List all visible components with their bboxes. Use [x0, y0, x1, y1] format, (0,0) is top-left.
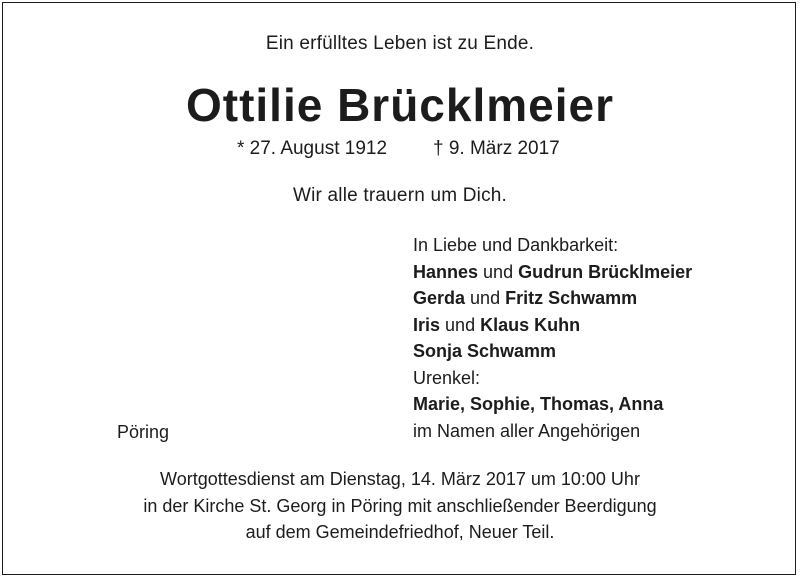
mourner-couple	[413, 312, 692, 339]
service-line: in der Kirche St. Georg in Pöring mit anschließender Beerdigung	[143, 495, 657, 516]
mourner-first-name: Gerda	[413, 288, 466, 308]
mourning-line: Wir alle trauern um Dich.	[292, 185, 508, 206]
service-line: auf dem Gemeindefriedhof, Neuer Teil.	[245, 522, 555, 542]
grandchildren-names-line	[413, 391, 692, 418]
mourner-first-name: Iris	[413, 314, 441, 335]
death-date: † 9. März 2017	[433, 138, 560, 159]
mourner-second-name: Klaus Kuhn	[480, 314, 581, 335]
service-info	[0, 466, 800, 546]
mourner-second-name: Gudrun Brücklmeier	[518, 261, 693, 282]
deceased-name: Ottilie Brücklmeier	[185, 79, 615, 131]
place-name: Pöring	[117, 422, 170, 442]
mourners-list	[413, 232, 692, 444]
intro-line: Ein erfülltes Leben ist zu Ende.	[265, 33, 535, 54]
mourner-first-name: Hannes	[413, 261, 479, 282]
grandchildren-label: Urenkel:	[413, 367, 481, 388]
mourner-single-name: Sonja Schwamm	[413, 341, 557, 361]
mourner-couple	[413, 259, 692, 286]
service-line: Wortgottesdienst am Dienstag, 14. März 2017 um 10:00 Uhr	[160, 469, 640, 489]
birth-date: * 27. August 1912	[237, 138, 388, 159]
mourner-couple	[413, 285, 692, 312]
mourners-heading: In Liebe und Dankbarkeit:	[413, 235, 619, 255]
mourner-second-name: Fritz Schwamm	[505, 288, 638, 308]
mourner-single	[413, 338, 692, 365]
mourner-joiner: und	[470, 288, 501, 308]
grandchildren-names: Marie, Sophie, Thomas, Anna	[413, 394, 664, 414]
mourners-closing: im Namen aller Angehörigen	[413, 420, 641, 441]
mourner-joiner: und	[445, 314, 476, 335]
mourner-joiner: und	[483, 261, 514, 282]
